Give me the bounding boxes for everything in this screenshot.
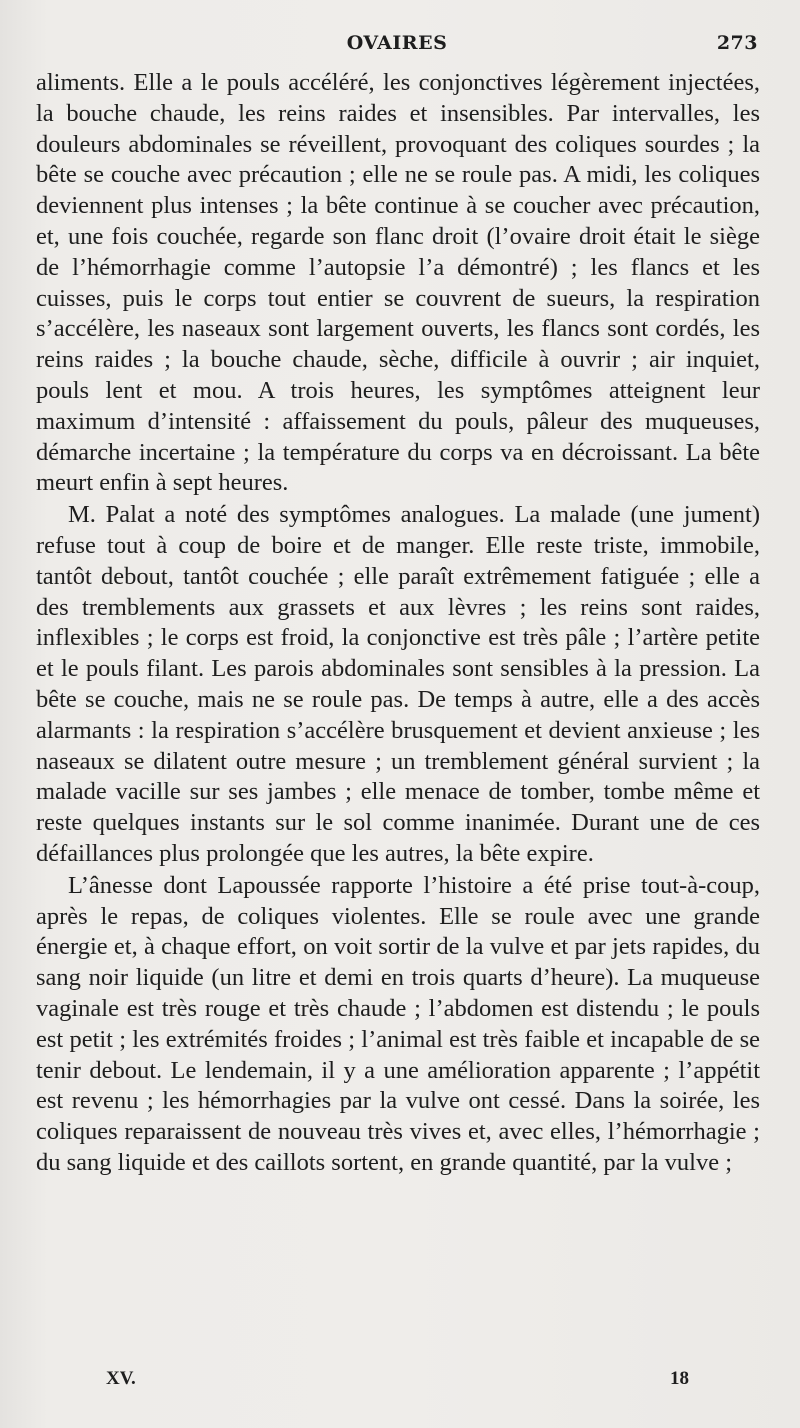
page-footer bbox=[36, 1368, 758, 1398]
paragraph-lapoussee: L’ânesse dont Lapoussée rapporte l’histoire a été prise tout-à-coup, après le repas, de coliques violentes. Elle se roule avec une grande énergie et, à chaque effort, on voit sortir de la vulve et par jets rapides, du sang noir liquide (un litre et demi en trois quarts d’heure). La muqueuse vaginale est très rouge et très chaude ; l’abdomen est distendu ; le pouls est petit ; les extrémités froides ; l’animal est très faible et incapable de se tenir debout. Le lendemain, il y a une amélioration apparente ; l’appétit est revenu ; les hémorrhagies par la vulve ont cessé. Dans la soirée, les coliques reparaissent de nouveau très vives et, avec elles, l’hémorrhagie ; du sang liquide et des caillots sortent, en grande quantité, par la vulve ; bbox=[36, 871, 760, 1176]
page-number: 273 bbox=[716, 32, 758, 54]
paragraph-continued: aliments. Elle a le pouls accéléré, les conjonctives légèrement injectées, la bouche chaude, les reins raides et insensibles. Par intervalles, les douleurs abdominales se réveillent, provoquant des coliques sourdes ; la bête se couche avec précaution ; elle ne se roule pas. A midi, les coliques deviennent plus intenses ; la bête continue à se coucher avec précaution, et, une fois couchée, regarde son flanc droit (l’ovaire droit était le siège de l’hémorrhagie comme l’autopsie l’a démontré) ; les flancs et les cuisses, puis le corps tout entier se couvrent de sueurs, la respiration s’accélère, les naseaux sont largement ouverts, les flancs sont cordés, les reins raides ; la bouche chaude, sèche, difficile à ouvrir ; air inquiet, pouls lent et mou. A trois heures, les symptômes atteignent leur maximum d’intensité : affaissement du pouls, pâleur des muqueuses, démarche incertaine ; la température du corps va en décroissant. La bête meurt enfin à sept heures. bbox=[36, 69, 760, 497]
running-header bbox=[36, 32, 758, 62]
sheet-number: 18 bbox=[670, 1368, 689, 1389]
page-body bbox=[36, 68, 760, 1179]
paragraph-palat: M. Palat a noté des symptômes analogues. La malade (une jument) refuse tout à coup de boire et de manger. Elle reste triste, immobile, tantôt debout, tantôt couchée ; elle paraît extrêmement fatiguée ; elle a des tremblements aux grassets et aux lèvres ; les reins sont raides, inflexibles ; le corps est froid, la conjonctive est très pâle ; l’artère petite et le pouls filant. Les parois abdominales sont sensibles à la pression. La bête se couche, mais ne se roule pas. De temps à autre, elle a des accès alarmants : la respiration s’accélère brusquement et devient anxieuse ; les naseaux se dilatent outre mesure ; un tremblement général survient ; la malade vacille sur ses jambes ; elle menace de tomber, tombe même et reste quelques instants sur le sol comme inanimée. Durant une de ces défaillances plus prolongée que les autres, la bête expire. bbox=[36, 501, 760, 867]
running-title: OVAIRES bbox=[346, 32, 448, 54]
signature-mark: XV. bbox=[106, 1368, 136, 1389]
